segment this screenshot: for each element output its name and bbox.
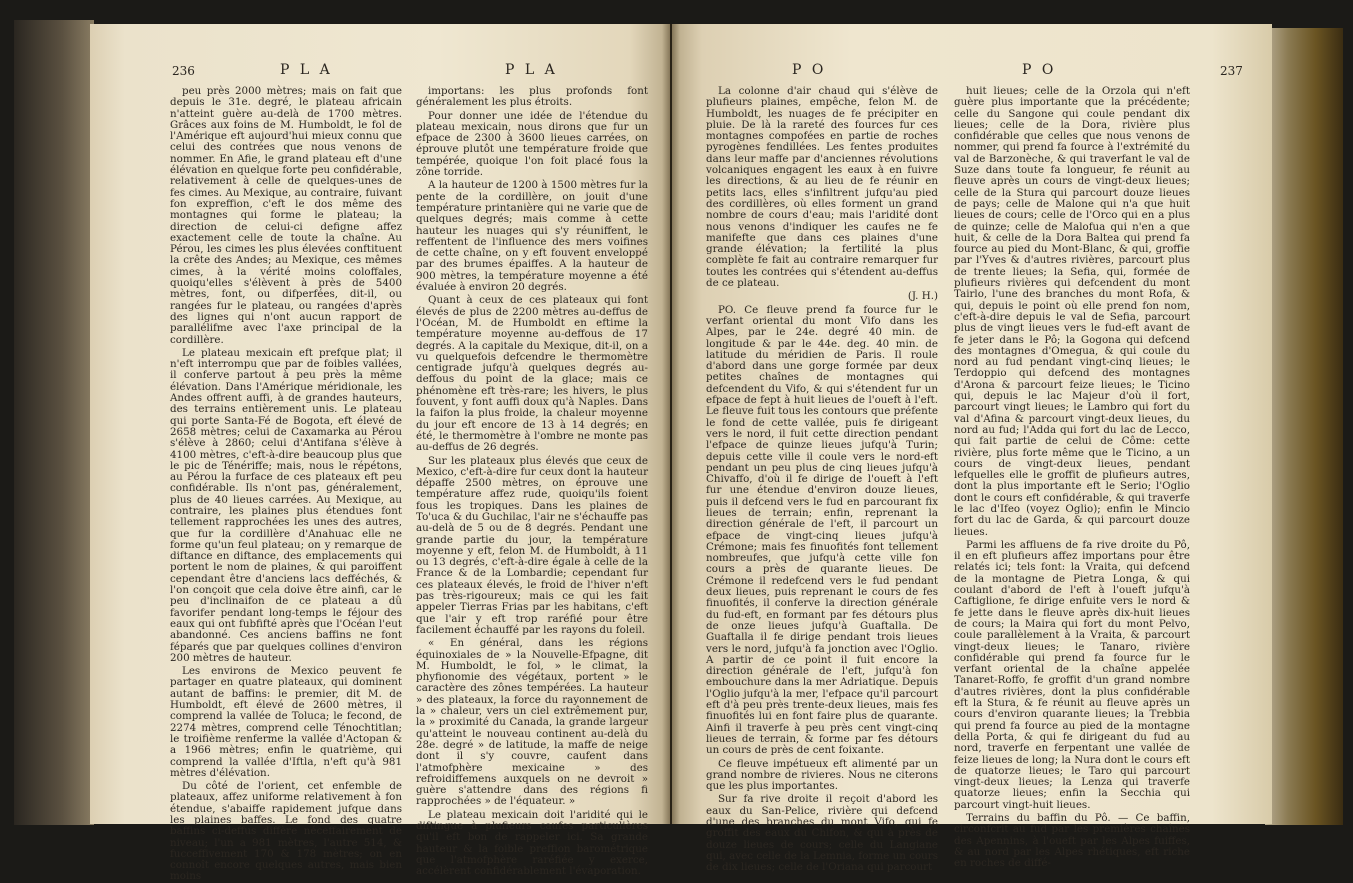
right-column-1	[706, 85, 938, 874]
left-running-head-2: P L A	[505, 62, 558, 78]
quotation-paragraph: « En général, dans les régions équinoxiales de » la Nouvelle-Efpagne, dit M. Humboldt, le fol, » le climat, la phyfionomie des végétaux, portent » le caractère des zônes tempérées. La hauteur » des plateaux, la force du rayonnement de la » chaleur, vers un ciel extrêmement pur, la » proximité du Canada, la grande largeur qu'atteint le nouveau continent au-delà du 28e. degré » de latitude, la maffe de neige dont il s'y couvre, caufent dans l'atmofphère mexicaine » des refroidiffemens auxquels on ne devroit » guère s'attendre dans des régions fi rapprochées » de l'équateur. »	[416, 637, 648, 808]
paragraph: Le plateau mexicain doit l'aridité qui le diftingue à plufieurs caufes particulières qu'il eft bon de rappeler ici. Sa grande hauteur & la foible preffion barométrique que l'atmofphère raréfiée y exerce, accélèrent confidérablement l'évaporation.	[416, 808, 648, 878]
right-running-head-1: P O	[792, 62, 827, 78]
author-signature: (J. H.)	[907, 290, 938, 303]
paragraph: A la hauteur de 1200 à 1500 mètres fur la pente de la cordillère, on jouit d'une température printanière qui ne varie que de quelques degrés; mais comme à cette hauteur les nuages qui s'y réuniffent, le reffentent de l'influence des mers voifines de cette chaîne, on y eft fouvent enveloppé par des brumes épaiffes. A la hauteur de 900 mètres, la température moyenne a été évaluée à environ 20 degrés.	[416, 179, 648, 294]
book-gutter	[662, 24, 680, 824]
right-running-head-2: P O	[1022, 62, 1057, 78]
paragraph: Les environs de Mexico peuvent fe partager en quatre plateaux, qui dominent autant de baffins: le premier, dit M. de Humboldt, eft élevé de 2600 mètres, il comprend la vallée de Toluca; le fecond, de 2274 mètres, comprend celle Ténochtitlan; le troifième renferme la vallée d'Actopan & a 1966 mètres; enfin le quatrième, qui comprend la vallée d'Iftla, n'eft qu'à 981 mètres d'élévation.	[170, 665, 402, 779]
left-page-number: 236	[172, 64, 195, 78]
left-running-head-1: P L A	[280, 62, 333, 78]
paragraph: Du côté de l'orient, cet enfemble de plateaux, affez uniforme relativement à fon étendue, s'abaiffe rapidement jufque dans les plaines baffes. Le fond des quatre baffins ci-deffus diffère néceffairement de niveau; l'un a 981 mètres, l'autre 514, & fucceffivement 170 & 178 mètres; on en connoît encore quelques autres, mais bien moins	[170, 780, 402, 883]
paragraph: huit lieues; celle de la Orzola qui n'eft guère plus importante que la précédente; celle du Sangone qui coule pendant dix lieues; celle de la Dora, rivière plus confidérable que celles que nous venons de nommer, qui prend fa fource à l'extrémité du val de Barzonèche, & qui traverfant le val de Suze dans toute fa longueur, fe réunit au fleuve après un cours de vingt-deux lieues; celle de la Stura qui parcourt douze lieues de pays; celle de Malone qui n'a que huit lieues de cours; celle de l'Orco qui en a plus de quinze; celle de Malofua qui n'en a que huit, & celle de la Dora Baltea qui prend fa fource au pied du Mont-Blanc, & qui, groffie par l'Yves & d'autres rivières, parcourt plus de trente lieues; la Sefia, qui, formée de plufieurs rivières qui defcendent du mont Tairlo, l'une des branches du mont Rofa, & qui, depuis le point où elle prend fon nom, c'eft-à-dire depuis le val de Sefia, parcourt plus de vingt lieues vers le fud-eft avant de fe jeter dans le Pô; la Gogona qui defcend des montagnes d'Omegua, & qui coule du nord au fud pendant vingt-cinq lieues; le Terdoppio qui defcend des montagnes d'Arona & parcourt feize lieues; le Ticino qui, depuis le lac Majeur d'où il fort, parcourt vingt lieues; le Lambro qui fort du val d'Afina & parcourt vingt-deux lieues, du nord au fud; l'Adda qui fort du lac de Lecco, qui fait partie de celui de Côme: cette rivière, plus forte même que le Ticino, a un cours de vingt-deux lieues, pendant lefquelles elle le groffit de plufieurs autres, dont la plus importante eft le Serio; l'Oglio dont le cours eft confidérable, & qui traverfe le lac d'Ifeo (voyez Oglio); enfin le Mincio fort du lac de Garda, & qui parcourt douze lieues.	[954, 85, 1190, 538]
paragraph: Parmi les affluens de fa rive droite du Pô, il en eft plufieurs affez importans pour être relatés ici; tels font: la Vraita, qui defcend de la montagne de Pietra Longa, & qui coulant d'abord de l'eft à l'oueft jufqu'à Caftiglione, fe dirige enfuite vers le nord & fe jette dans le fleuve après dix-huit lieues de cours; la Maira qui fort du mont Pelvo, coule parallèlement à la Vraita, & parcourt vingt-deux lieues; le Tanaro, rivière confidérable qui prend fa fource fur le verfant oriental de la chaîne appelée Tanaret-Roffo, fe groffit d'un grand nombre d'autres rivières, dont la plus confidérable eft la Stura, & fe réunit au fleuve après un cours d'environ quarante lieues; la Trebbia qui prend fa fource au pied de la montagne della Porta, & qui fe dirigeant du fud au nord, traverfe en ferpentant une vallée de feize lieues de long; la Nura dont le cours eft de quatorze lieues; le Taro qui parcourt vingt-deux lieues; la Lenza qui traverfe quatorze lieues; enfin la Secchia qui parcourt vingt-huit lieues.	[954, 538, 1190, 811]
paragraph: Pour donner une idée de l'étendue du plateau mexicain, nous dirons que fur un efpace de 2300 à 3600 lieues carrées, on éprouve plutôt une température froide que tempérée, quoique l'on foit placé fous la zône torride.	[416, 109, 648, 179]
left-column-1	[170, 85, 402, 883]
left-cover-edge	[14, 20, 94, 825]
paragraph: Ce fleuve impétueux eft alimenté par un grand nombre de rivieres. Nous ne citerons que les plus importantes.	[706, 757, 938, 793]
paragraph: Quant à ceux de ces plateaux qui font élevés de plus de 2200 mètres au-deffus de l'Océan, M. de Humboldt en eftime la température moyenne au-deffous de 17 degrés. A la capitale du Mexique, dit-il, on a vu quelquefois defcendre le thermomètre centigrade jufqu'à quelques degrés au-deffous du point de la glace; mais ce phénomène eft très-rare; les hivers, le plus fouvent, y font auffi doux qu'à Naples. Dans la faifon la plus froide, la chaleur moyenne du jour eft encore de 13 à 14 degrés; en été, le thermomètre à l'ombre ne monte pas au-deffus de 26 degrés.	[416, 294, 648, 454]
paragraph: La colonne d'air chaud qui s'élève de plufieurs plaines, empêche, felon M. de Humboldt, les nuages de fe précipiter en pluie. De là la rareté des fources fur ces montagnes compofées en partie de roches pyrogènes fendillées. Les fentes produites dans leur maffe par d'anciennes révolutions volcaniques engagent les eaux à en fuivre les directions, & au lieu de fe réunir en petits lacs, elles s'infiltrent jufqu'au pied des cordillères, où elles forment un grand nombre de cours d'eau; mais l'aridité dont nous venons d'indiquer les caufes ne fe manifefte que dans ces plaines d'une grande élévation; la fertilité la plus complète fe fait au contraire remarquer fur toutes les contrées qui s'étendent au-deffus de ce plateau.	[706, 85, 938, 290]
right-page	[672, 24, 1272, 874]
paragraph: Terrains du baffin du Pô. — Ce baffin, circonfcrit au fud par les premières chaînes des Apennins, à l'oueft par les Alpes fuiffes, & au nord par les Alpes rhétiques, eft riche en roches de diffé-	[954, 812, 1190, 870]
left-column-2	[416, 85, 648, 878]
paragraph: importans: les plus profonds font généralement les plus étroits.	[416, 85, 648, 109]
right-cover-edge	[1265, 28, 1343, 825]
paragraph: Sur fa rive droite il reçoit d'abord les eaux du San-Pelice, rivière qui defcend d'une des branches du mont Vifo, qui fe groffit des eaux du Chifon, & qui à près de douze lieues de cours; celle du Langiane qui, avec celle de la Lemnia, forme un cours de dix lieues; celle de l'Oriana qui parcourt	[706, 793, 938, 874]
right-column-2	[954, 85, 1190, 870]
paragraph: peu près 2000 mètres; mais on fait que depuis le 31e. degré, le plateau africain n'atteint guère au-delà de 1700 mètres. Grâces aux foins de M. Humboldt, le fol de l'Amérique eft aujourd'hui mieux connu que celui des contrées que nous venons de nommer. En Afie, le grand plateau eft d'une élévation en quelque forte peu confidérable, relativement à celle de quelques-unes de fes cimes. Au Mexique, au contraire, fuivant fon expreffion, c'eft le dos même des montagnes qui forme le plateau; la direction de celui-ci defigne affez exactement celle de toute la chaîne. Au Pérou, les cimes les plus élevées conftituent la crête des Andes; au Mexique, ces mêmes cimes, à la vérité moins coloffales, quoiqu'elles s'élèvent à près de 5400 mètres, font, ou difperfées, dit-il, ou rangées fur le plateau, ou rangées d'après des lignes qui n'ont aucun rapport de parallélifme avec l'axe principal de la cordillère.	[170, 85, 402, 346]
right-page-number: 237	[1220, 64, 1243, 78]
paragraph: Sur les plateaux plus élevés que ceux de Mexico, c'eft-à-dire fur ceux dont la hauteur dépaffe 2500 mètres, on éprouve une température affez rude, quoiqu'ils foient fous les tropiques. Dans les plaines de To'uca & du Guchilac, l'air ne s'échauffe pas au-delà de 5 ou de 8 degrés. Pendant une grande partie du jour, la température moyenne y eft, felon M. de Humboldt, à 11 ou 13 degrés, c'eft-à-dire égale à celle de la France & de la Lombardie; cependant fur ces plateaux élevés, le froid de l'hiver n'eft pas très-rigoureux; mais ce qui les fait appeler Tierras Frias par les habitans, c'eft que l'air y eft trop raréfié pour être facilement échauffé par les rayons du foleil.	[416, 454, 648, 636]
left-page	[90, 24, 670, 883]
paragraph: Le plateau mexicain eft prefque plat; il n'eft interrompu que par de foibles vallées, il conferve partout à peu près la même élévation. Dans l'Amérique méridionale, les Andes offrent auffi, à de grandes hauteurs, des terrains entièrement unis. Le plateau qui porte Santa-Fé de Bogota, eft élevé de 2658 mètres; celui de Caxamarka au Pérou s'élève à 2860; celui d'Antifana s'élève à 4100 mètres, c'eft-à-dire beaucoup plus que le pic de Ténériffe; mais, nous le répétons, au Pérou la furface de ces plateaux eft peu confidérable. Ils n'ont pas, généralement, plus de 40 lieues carrées. Au Mexique, au contraire, les plaines plus étendues font tellement rapprochées les unes des autres, que fur la cordillère d'Anahuac elle ne forme qu'un feul plateau; on y remarque de diftance en diftance, des emplacements qui portent le nom de plaines, & qui paroiffent cependant être d'anciens lacs defféchés, & l'on conçoit que cela doive être ainfi, car le peu d'inclinaifon de ce plateau a dû favorifer pendant long-temps le féjour des eaux qui ont fubfifté après que l'Océan l'eut abandonné. Ces anciens baffins ne font féparés que par quelques collines d'environ 200 mètres de hauteur.	[170, 346, 402, 664]
entry-paragraph-po: PO. Ce fleuve prend fa fource fur le verfant oriental du mont Vifo dans les Alpes, par le 24e. degré 40 min. de longitude & par le 44e. deg. 40 min. de latitude du méridien de Paris. Il roule d'abord dans une gorge formée par deux petites chaînes de montagnes qui defcendent du Vifo, & qui s'étendent fur un efpace de fept à huit lieues de l'oueft à l'eft. Le fleuve fuit tous les contours que préfente le fond de cette vallée, puis fe dirigeant vers le nord, il fuit cette direction pendant l'efpace de quinze lieues jufqu'à Turin; depuis cette ville il coule vers le nord-eft pendant un peu plus de cinq lieues jufqu'à Chivaffo, d'où il fe dirige de l'oueft à l'eft fur une étendue d'environ douze lieues, puis il defcend vers le fud en parcourant fix lieues de terrain; enfin, reprenant la direction générale de l'eft, il parcourt un efpace de vingt-cinq lieues jufqu'à Crémone; mais fes finuofités font tellement nombreufes, que jufqu'à cette ville fon cours a près de quarante lieues. De Crémone il redefcend vers le fud pendant deux lieues, puis reprenant le cours de fes finuofités, il conferve la direction générale du fud-eft, en formant par fes détours plus de onze lieues jufqu'à Guaftalla. De Guaftalla il fe dirige pendant trois lieues vers le nord, jufqu'à fa jonction avec l'Oglio. A partir de ce point il fuit encore la direction générale de l'eft, jufqu'à fon embouchure dans la mer Adriatique. Depuis l'Oglio jufqu'à la mer, l'efpace qu'il parcourt eft d'à peu près trente-deux lieues, mais fes finuofités lui en font faire plus de quarante. Ainfi il traverfe à peu près cent vingt-cinq lieues de terrain, & forme par fes détours un cours de près de cent foixante.	[706, 303, 938, 757]
